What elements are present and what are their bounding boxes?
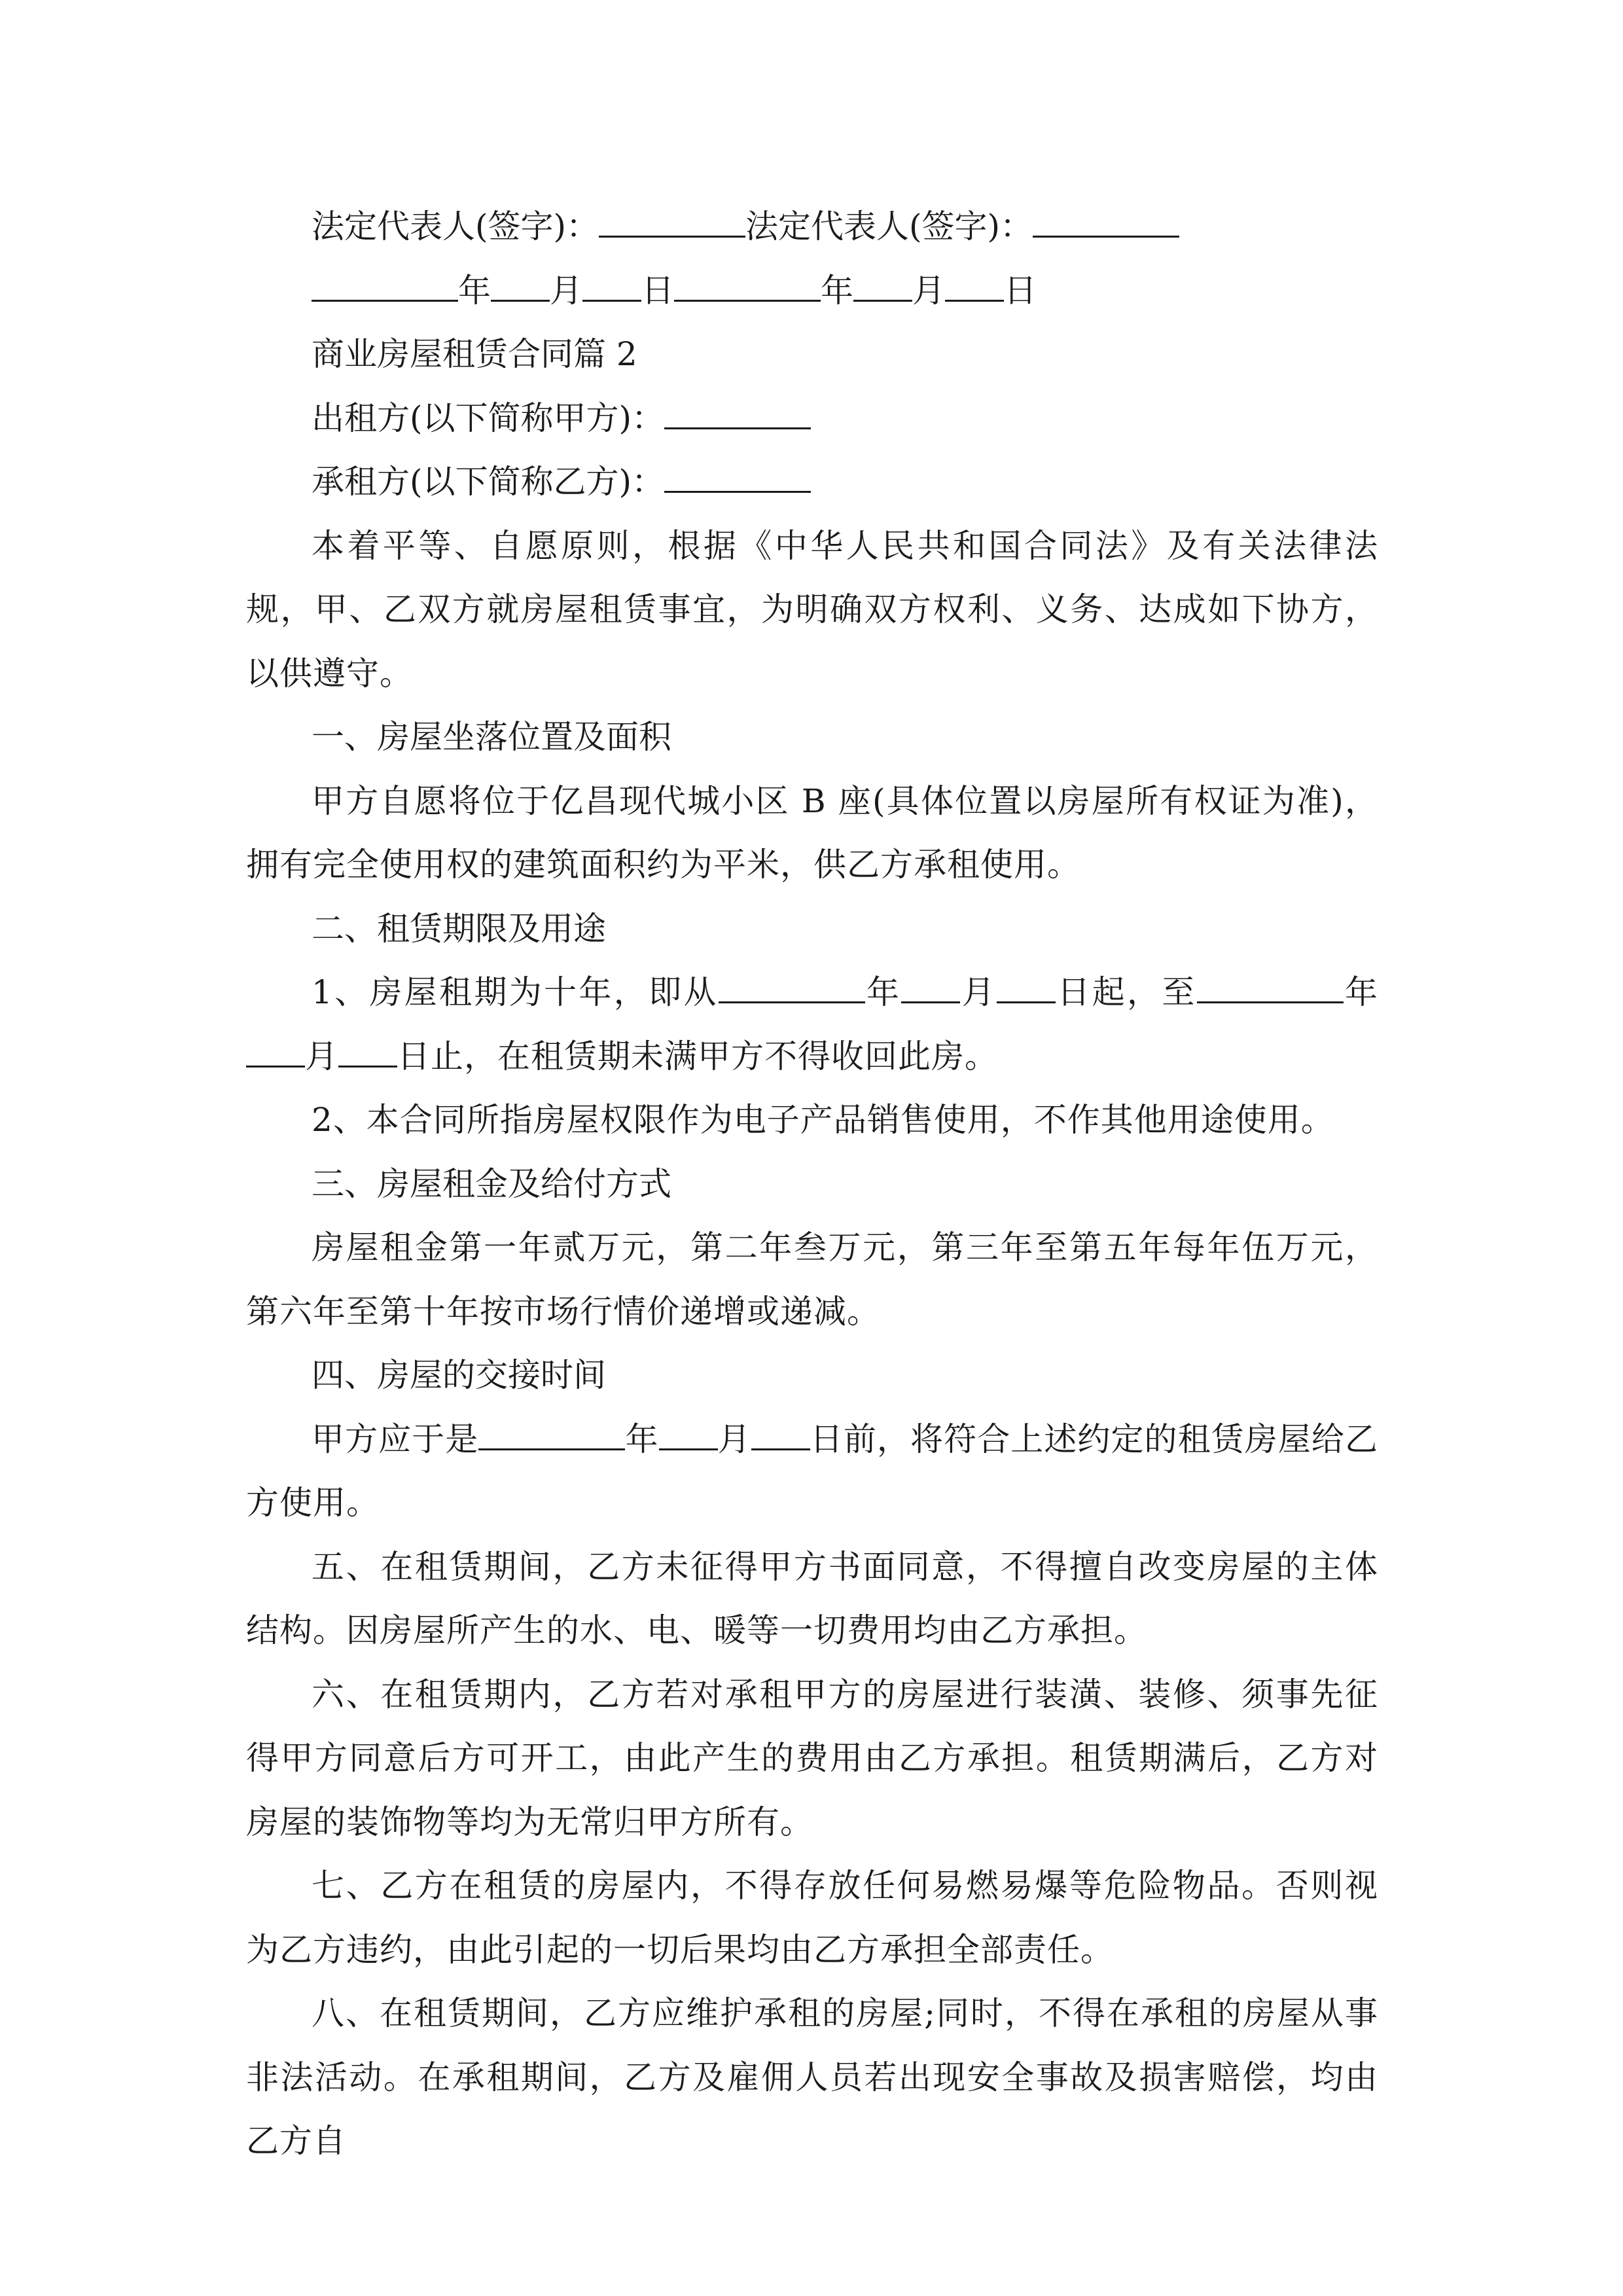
section-3-text: 房屋租金第一年贰万元，第二年叁万元，第三年至第五年每年伍万元，第六年至第十年按市场行情价递增或递减。 (246, 1229, 1378, 1331)
section-1-title: 一、房屋坐落位置及面积 (312, 718, 671, 756)
month-blank (853, 271, 912, 302)
section-2-item-1 (246, 961, 1378, 1088)
month-unit: 月 (960, 973, 997, 1011)
handover-text: 甲方应于是 (312, 1420, 479, 1458)
section-2-item-2: 2、本合同所指房屋权限作为电子产品销售使用，不作其他用途使用。 (312, 1101, 1334, 1139)
start-day-blank (997, 973, 1056, 1003)
contract-heading: 商业房屋租赁合同篇 2 (312, 335, 637, 373)
day-blank (582, 271, 641, 302)
month-unit: 月 (305, 1037, 338, 1075)
month-blank (491, 271, 550, 302)
intro-paragraph: 本着平等、自愿原则，根据《中华人民共和国合同法》及有关法律法规，甲、乙双方就房屋租赁事宜，为明确双方权利、义务、达成如下协方，以供遵守。 (246, 526, 1378, 692)
lessor-label: 出租方(以下简称甲方)： (312, 399, 665, 437)
year-unit: 年 (865, 973, 902, 1011)
signature-blank-1 (599, 207, 745, 238)
year-blank (312, 271, 458, 302)
lease-term-to: 日起，至 (1056, 973, 1197, 1011)
year-unit: 年 (821, 271, 853, 310)
handover-day-blank (751, 1420, 810, 1450)
year-unit: 年 (458, 271, 491, 310)
lessor-blank (664, 399, 811, 429)
section-7-text: 七、乙方在租赁的房屋内，不得存放任何易燃易爆等危险物品。否则视为乙方违约，由此引起的一切后果均由乙方承担全部责任。 (246, 1867, 1378, 1969)
legal-rep-label-1: 法定代表人(签字)： (312, 207, 599, 245)
month-unit: 月 (912, 271, 945, 310)
section-8-text: 八、在租赁期间，乙方应维护承租的房屋;同时，不得在承租的房屋从事非法活动。在承租期间，乙方及雇佣人员若出现安全事故及损害赔偿，均由乙方自 (246, 1994, 1378, 2160)
lessor-line (246, 387, 1378, 451)
section-2-title: 二、租赁期限及用途 (312, 909, 606, 948)
end-day-blank (338, 1037, 397, 1067)
section-4-text (246, 1408, 1378, 1535)
handover-month-blank (659, 1420, 718, 1450)
document-body (246, 195, 1378, 2174)
month-unit: 月 (717, 1420, 751, 1458)
legal-rep-label-2: 法定代表人(签字)： (745, 207, 1033, 245)
month-unit: 月 (550, 271, 582, 310)
section-4-title: 四、房屋的交接时间 (312, 1356, 606, 1394)
handover-rest: 日前，将符合上述约定的租赁房屋给乙方使用。 (246, 1420, 1379, 1522)
year-blank (674, 271, 821, 302)
section-5-text: 五、在租赁期间，乙方未征得甲方书面同意，不得擅自改变房屋的主体结构。因房屋所产生的水、电、暖等一切费用均由乙方承担。 (246, 1547, 1378, 1649)
lessee-line (246, 450, 1378, 514)
section-3-title: 三、房屋租金及给付方式 (312, 1164, 671, 1203)
year-unit: 年 (625, 1420, 659, 1458)
signature-line (246, 195, 1378, 259)
lessee-blank (664, 462, 811, 493)
start-year-blank (719, 973, 865, 1003)
signature-date-line (246, 259, 1378, 323)
year-unit: 年 (1343, 973, 1379, 1011)
end-month-blank (246, 1037, 305, 1067)
start-month-blank (901, 973, 960, 1003)
signature-blank-2 (1033, 207, 1179, 238)
lessee-label: 承租方(以下简称乙方)： (312, 463, 665, 501)
end-year-blank (1197, 973, 1344, 1003)
lease-term-end: 日止，在租赁期未满甲方不得收回此房。 (397, 1037, 998, 1075)
day-unit: 日 (641, 271, 674, 310)
day-blank (945, 271, 1004, 302)
handover-year-blank (478, 1420, 625, 1450)
lease-term-text: 1、房屋租期为十年，即从 (312, 973, 719, 1011)
section-6-text: 六、在租赁期内，乙方若对承租甲方的房屋进行装潢、装修、须事先征得甲方同意后方可开工，由此产生的费用由乙方承担。租赁期满后，乙方对房屋的装饰物等均为无常归甲方所有。 (246, 1675, 1378, 1841)
section-1-text: 甲方自愿将位于亿昌现代城小区 B 座(具体位置以房屋所有权证为准)，拥有完全使用权的建筑面积约为平米，供乙方承租使用。 (246, 781, 1378, 884)
day-unit: 日 (1004, 271, 1037, 310)
